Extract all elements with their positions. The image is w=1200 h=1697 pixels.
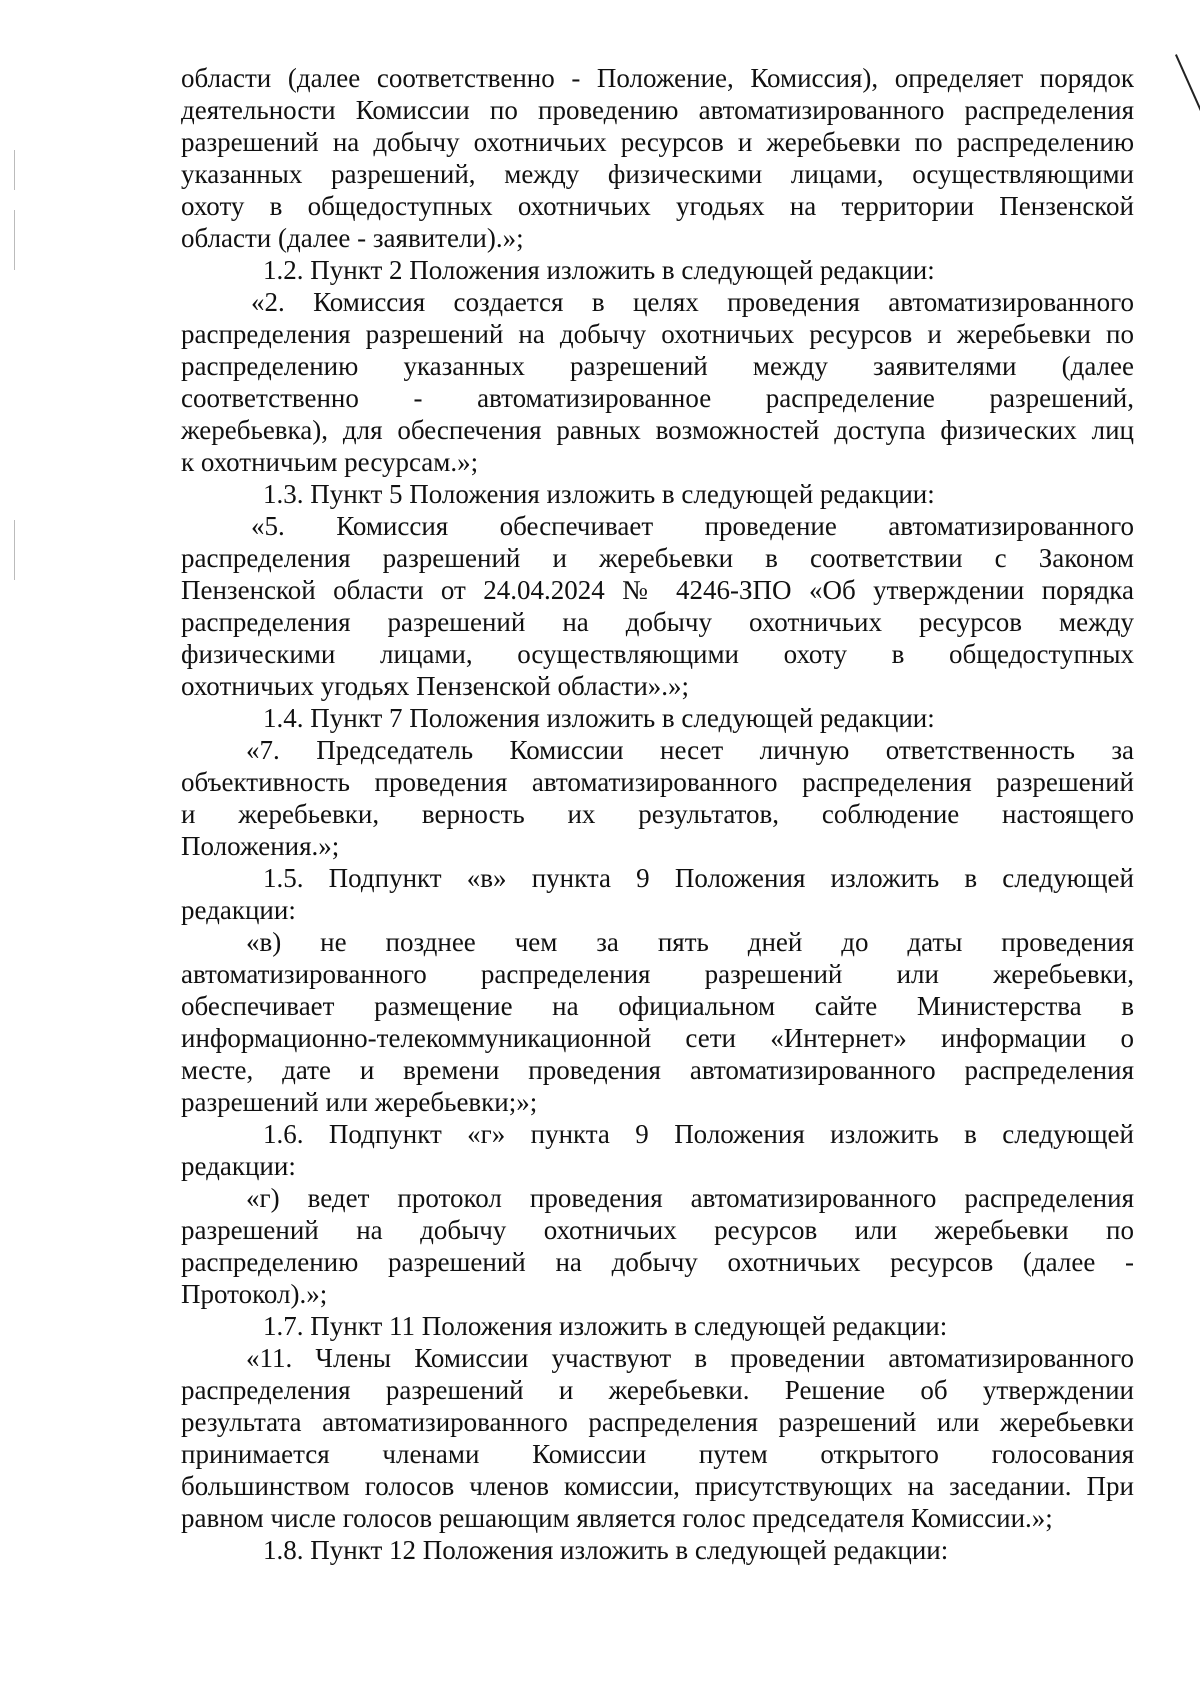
text-line: объективность проведения автоматизированного распределения разрешений: [181, 767, 1134, 797]
text-line: «11. Члены Комиссии участвуют в проведении автоматизированного: [246, 1343, 1134, 1373]
text-line: Протокол).»;: [181, 1279, 328, 1309]
section-heading-1-8: 1.8. Пункт 12 Положения изложить в следующей редакции:: [263, 1535, 949, 1565]
text-line: большинством голосов членов комиссии, присутствующих на заседании. При: [181, 1471, 1134, 1501]
text-line: Пензенской области от 24.04.2024 № 4246-ЗПО «Об утверждении порядка: [181, 575, 1134, 605]
text-line: «г) ведет протокол проведения автоматизированного распределения: [246, 1183, 1134, 1213]
text-line: информационно-телекоммуникационной сети «Интернет» информации о: [181, 1023, 1134, 1053]
text-line: охоту в общедоступных охотничьих угодьях на территории Пензенской: [181, 191, 1134, 221]
text-line: распределения разрешений и жеребьевки в соответствии с Законом: [181, 543, 1134, 573]
margin-mark: [14, 520, 15, 580]
text-line: жеребьевка), для обеспечения равных возможностей доступа физических лиц: [181, 415, 1134, 445]
section-heading-1-5: 1.5. Подпункт «в» пункта 9 Положения изложить в следующей: [263, 863, 1134, 893]
text-line: «в) не позднее чем за пять дней до даты проведения: [246, 927, 1134, 957]
text-line: и жеребьевки, верность их результатов, соблюдение настоящего: [181, 799, 1134, 829]
section-heading-1-3: 1.3. Пункт 5 Положения изложить в следующей редакции:: [263, 479, 935, 509]
text-line: распределения разрешений и жеребьевки. Решение об утверждении: [181, 1375, 1134, 1405]
text-line: области (далее - заявители).»;: [181, 223, 524, 253]
text-line: обеспечивает размещение на официальном сайте Министерства в: [181, 991, 1134, 1021]
text-line: редакции:: [181, 1151, 296, 1181]
section-heading-1-6: 1.6. Подпункт «г» пункта 9 Положения изложить в следующей: [263, 1119, 1134, 1149]
text-line: Положения.»;: [181, 831, 340, 861]
text-line: принимается членами Комиссии путем открытого голосования: [181, 1439, 1134, 1469]
text-line: разрешений на добычу охотничьих ресурсов или жеребьевки по: [181, 1215, 1134, 1245]
text-line: редакции:: [181, 895, 296, 925]
text-line: разрешений на добычу охотничьих ресурсов и жеребьевки по распределению: [181, 127, 1134, 157]
text-line: области (далее соответственно - Положение, Комиссия), определяет порядок: [181, 63, 1134, 93]
section-heading-1-4: 1.4. Пункт 7 Положения изложить в следующей редакции:: [263, 703, 935, 733]
text-line: распределения разрешений на добычу охотничьих ресурсов между: [181, 607, 1134, 637]
text-line: «2. Комиссия создается в целях проведения автоматизированного: [251, 287, 1134, 317]
text-line: к охотничьим ресурсам.»;: [181, 447, 479, 477]
text-line: равном числе голосов решающим является голос председателя Комиссии.»;: [181, 1503, 1053, 1533]
text-line: физическими лицами, осуществляющими охоту в общедоступных: [181, 639, 1134, 669]
text-line: «5. Комиссия обеспечивает проведение автоматизированного: [251, 511, 1134, 541]
document-body: [181, 62, 1134, 1566]
scan-mark: [1175, 54, 1200, 137]
text-line: месте, дате и времени проведения автоматизированного распределения: [181, 1055, 1134, 1085]
text-line: автоматизированного распределения разрешений или жеребьевки,: [181, 959, 1134, 989]
text-line: разрешений или жеребьевки;»;: [181, 1087, 538, 1117]
section-heading-1-7: 1.7. Пункт 11 Положения изложить в следующей редакции:: [263, 1311, 948, 1341]
text-line: распределению разрешений на добычу охотничьих ресурсов (далее -: [181, 1247, 1134, 1277]
text-line: указанных разрешений, между физическими лицами, осуществляющими: [181, 159, 1134, 189]
text-line: деятельности Комиссии по проведению автоматизированного распределения: [181, 95, 1134, 125]
text-line: распределению указанных разрешений между заявителями (далее: [181, 351, 1134, 381]
text-line: распределения разрешений на добычу охотничьих ресурсов и жеребьевки по: [181, 319, 1134, 349]
text-line: «7. Председатель Комиссии несет личную ответственность за: [246, 735, 1134, 765]
text-line: соответственно - автоматизированное распределение разрешений,: [181, 383, 1134, 413]
text-line: результата автоматизированного распределения разрешений или жеребьевки: [181, 1407, 1134, 1437]
text-line: охотничьих угодьях Пензенской области».»;: [181, 671, 690, 701]
section-heading-1-2: 1.2. Пункт 2 Положения изложить в следующей редакции:: [263, 255, 935, 285]
margin-mark: [14, 210, 15, 270]
margin-mark: [14, 150, 15, 190]
